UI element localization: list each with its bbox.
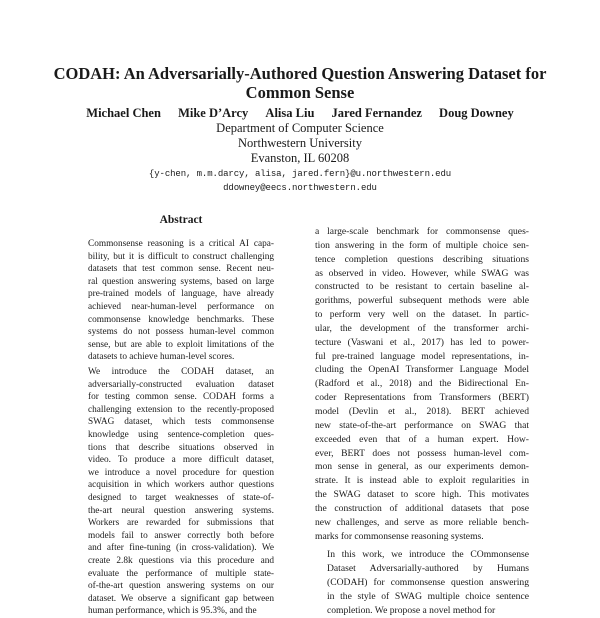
author-name: Mike D’Arcy [178,106,249,120]
title-line-1: CODAH: An Adversarially-Authored Question Answering Dataset for [53,64,547,83]
text-line: strate. It is instead able to exploit regularities in [315,475,529,487]
text-line: tecture (Vaswani et al., 2017) has led to power- [315,336,529,348]
text-line: evaluate the performance of multiple state- [88,568,274,579]
text-line: completion. We propose a novel method for [327,604,496,616]
text-line: Dataset Adversarially-authored by Humans [327,563,529,575]
email-line: {y-chen, m.m.darcy, alisa, jared.fern}@u.northwestern.edu [148,169,452,179]
text-line: adversarially-constructed evaluation dataset [88,379,274,390]
text-line: (Radford et al., 2018) and the Bidirectional En- [315,378,529,390]
text-line: and after fine-tuning (in cross-validation). We [88,543,274,554]
abstract-paragraph-2 [88,366,274,618]
text-line: a large-scale benchmark for commonsense ques- [315,226,529,237]
text-line: video. To produce a more difficult dataset, [88,455,274,466]
text-line: datasets that test common sense. Recent neu- [88,264,274,275]
author-name: Michael Chen [86,106,161,120]
text-line: tion answering in the form of multiple choice sen- [315,239,529,251]
text-line: as observed in video. However, while SWAG was [315,267,529,279]
text-line: in the style of SWAG multiple choice sentence [327,590,529,602]
text-line: dataset. We observe a significant gap between [88,593,274,604]
text-line: knowledge using sentence-completion ques- [88,429,274,440]
text-line: marks for commonsense reasoning systems. [315,530,484,542]
text-line: tence completion questions describing situations [315,253,529,265]
text-line: designed to target weaknesses of state-of- [88,492,274,503]
text-line: ral question answering systems, based on large [88,276,274,287]
text-line: tions that describe situations observed in [88,442,274,453]
text-line: the-art neural question answering systems. [88,505,274,516]
affiliation-address: Evanston, IL 60208 [250,151,350,165]
text-line: exceeded even that of a human expert. How- [315,433,529,445]
text-line: the construction of additional datasets that pose [315,502,529,514]
abstract-heading: Abstract [159,214,203,226]
text-line: SWAG dataset, which tests commonsense [88,417,274,428]
text-line: the SWAG dataset to score high. This motivates [315,489,529,501]
email-line: ddowney@eecs.northwestern.edu [223,183,377,193]
text-line: human performance, which is 95.3%, and the [88,606,257,617]
text-line: gorithms, powerful subsequent methods were able [315,295,529,307]
text-line: mon sense in general, as our experiments demon- [315,461,529,473]
affiliation-department: Department of Computer Science [216,121,384,135]
text-line: create 2.8k questions via this procedure and [88,555,274,566]
text-line: ful pre-trained language model representations, in- [315,350,529,362]
body-column-right [315,225,529,618]
text-line: challenging extension to the recently-proposed [88,404,274,415]
author-list [40,105,560,121]
body-paragraph-1 [315,225,529,543]
text-line: datasets to achieve human-level scores. [88,352,235,363]
text-line: commonsense knowledge benchmarks. These [88,314,274,325]
text-line: ever, BERT does not possess human-level com- [315,447,529,459]
text-line: for testing common sense. CODAH forms a [88,392,274,403]
text-line: achieved near-human-level performance on [88,301,274,312]
text-line: Workers are rewarded for submissions that [88,518,274,529]
text-line: Commonsense reasoning is a critical AI capa- [88,239,274,249]
text-line: to perform very well on the dataset. In partic- [315,309,529,321]
text-line: constructed to be resistant to certain baseline al- [315,281,529,293]
text-line: acquisition in which workers author questions [88,480,274,491]
body-paragraph-2 [315,548,529,617]
text-line: coder Representations from Transformers (BERT) [315,392,529,404]
text-line: (CODAH) for commonsense question answering [327,577,529,589]
text-line: new state-of-the-art performance on SWAG that [315,419,529,431]
text-line: of-the-art question answering systems on our [88,581,274,592]
text-line: sense, but are able to exploit limitations of the [88,339,274,350]
text-line: pre-trained models of language, have already [88,289,274,300]
title-line-2: Common Sense [245,83,355,102]
text-line: model (Devlin et al., 2018). BERT achieved [315,405,529,417]
affiliation-university: Northwestern University [238,136,362,150]
author-name: Doug Downey [439,106,514,120]
text-line: bility, but it is difficult to construct challenging [88,251,274,262]
text-line: ular, the development of the transformer archi- [315,322,529,334]
text-line: We introduce the CODAH dataset, an [88,367,274,377]
text-line: In this work, we introduce the COmmonsense [327,549,529,561]
text-line: systems do not possess human-level common [88,327,274,338]
text-line: models fail to answer correctly both before [88,530,274,541]
affiliation [40,121,560,166]
author-name: Alisa Liu [265,106,315,120]
author-emails [40,167,560,195]
abstract-paragraph-1 [88,238,274,364]
paper-title [40,64,560,102]
author-name: Jared Fernandez [331,106,422,120]
text-line: cluding the OpenAI Transformer Language Model [315,364,529,376]
text-line: new challenges, and serve as more reliable bench- [315,516,529,528]
text-line: we introduce a novel procedure for question [88,467,274,478]
